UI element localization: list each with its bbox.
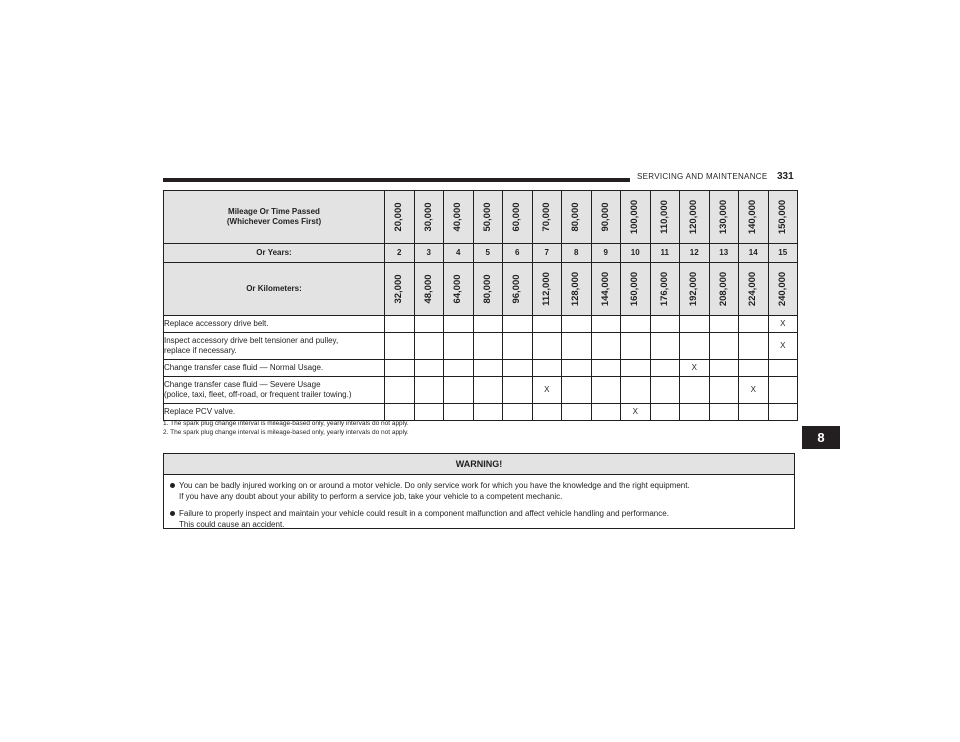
interval-mark [680,377,710,404]
km-value: 128,000 [570,271,582,307]
warning-box [163,453,795,529]
interval-mark [444,360,474,377]
warning-item [164,480,794,502]
interval-mark [473,377,503,404]
footnote: 1. The spark plug change interval is mileage-based only, yearly intervals do not apply. [163,420,409,427]
interval-mark [621,360,651,377]
interval-mark [532,333,562,360]
task-line: Replace PCV valve. [164,407,236,416]
mileage-value: 50,000 [481,202,493,232]
interval-mark [444,377,474,404]
km-cell [650,263,680,316]
interval-mark [562,377,592,404]
mileage-cell [385,191,415,244]
page-number: 331 [777,171,794,182]
mileage-value: 30,000 [422,202,434,232]
interval-mark [709,360,739,377]
bullet-icon [170,511,175,516]
interval-mark [473,404,503,421]
mileage-cell [680,191,710,244]
interval-mark [414,316,444,333]
interval-mark [709,316,739,333]
table-row [164,404,798,421]
table-row [164,333,798,360]
year-value: 12 [680,244,710,263]
km-value: 96,000 [511,274,523,304]
task-line: (police, taxi, fleet, off-road, or frequent trailer towing.) [164,390,352,399]
interval-mark [591,333,621,360]
section-title: SERVICING AND MAINTENANCE [637,172,768,181]
mileage-value: 110,000 [658,200,670,234]
mileage-cell [768,191,798,244]
interval-mark [650,377,680,404]
interval-mark [473,360,503,377]
interval-mark [385,404,415,421]
interval-mark [503,316,533,333]
mileage-cell [621,191,651,244]
bullet-icon [170,483,175,488]
chapter-tab: 8 [802,426,840,449]
year-value: 7 [532,244,562,263]
mileage-row [164,191,798,244]
table-row [164,316,798,333]
interval-mark [414,404,444,421]
warning-line: Failure to properly inspect and maintain your vehicle could result in a component malfunction and affect vehicle handling and performance. [179,509,669,518]
km-cell [414,263,444,316]
years-label: Or Years: [164,244,385,263]
interval-mark [532,316,562,333]
year-value: 8 [562,244,592,263]
year-value: 15 [768,244,798,263]
year-value: 3 [414,244,444,263]
mileage-label [164,191,385,244]
table-row [164,377,798,404]
mileage-value: 130,000 [717,199,729,235]
interval-mark [503,377,533,404]
warning-item [164,508,794,530]
interval-mark [680,316,710,333]
km-value: 176,000 [658,271,670,307]
interval-mark [768,377,798,404]
interval-mark [385,316,415,333]
year-value: 14 [739,244,769,263]
interval-mark [414,333,444,360]
interval-mark [532,360,562,377]
task-label [164,360,385,377]
km-cell [444,263,474,316]
interval-mark [621,333,651,360]
interval-mark [591,360,621,377]
mileage-cell [414,191,444,244]
interval-mark [414,360,444,377]
task-line: Inspect accessory drive belt tensioner and pulley, [164,336,339,345]
mileage-cell [650,191,680,244]
km-value: 112,000 [540,272,552,306]
mileage-value: 100,000 [629,199,641,235]
task-label [164,377,385,404]
km-cell [680,263,710,316]
year-value: 4 [444,244,474,263]
km-value: 80,000 [481,274,493,304]
year-value: 10 [621,244,651,263]
mileage-label-line1: Mileage Or Time Passed [228,207,320,216]
mileage-value: 70,000 [540,202,552,232]
interval-mark [709,404,739,421]
interval-mark [444,404,474,421]
mileage-value: 90,000 [599,202,611,232]
km-cell [739,263,769,316]
footnote: 2. The spark plug change interval is mileage-based only, yearly intervals do not apply. [163,429,409,436]
km-value: 32,000 [393,274,405,304]
km-cell [562,263,592,316]
interval-mark [473,316,503,333]
task-label [164,333,385,360]
task-line: Change transfer case fluid — Normal Usage. [164,363,324,372]
warning-line: This could cause an accident. [179,520,285,529]
maintenance-schedule-table [163,190,798,421]
task-line: Change transfer case fluid — Severe Usage [164,380,321,389]
interval-mark [621,316,651,333]
km-cell [768,263,798,316]
km-cell [473,263,503,316]
interval-mark: X [768,316,798,333]
warning-line: If you have any doubt about your ability to perform a service job, take your vehicle to a competent mechanic. [179,492,563,501]
interval-mark [650,316,680,333]
kilometers-label: Or Kilometers: [164,263,385,316]
kilometers-row [164,263,798,316]
mileage-label-line2: (Whichever Comes First) [226,217,322,226]
task-line: Replace accessory drive belt. [164,319,269,328]
km-cell [591,263,621,316]
interval-mark: X [532,377,562,404]
mileage-value: 80,000 [570,202,582,232]
mileage-value: 140,000 [747,199,759,235]
km-value: 64,000 [452,274,464,304]
interval-mark [621,377,651,404]
interval-mark [709,377,739,404]
interval-mark [739,333,769,360]
interval-mark [650,360,680,377]
interval-mark [591,377,621,404]
task-label [164,316,385,333]
mileage-cell [503,191,533,244]
interval-mark: X [768,333,798,360]
warning-title: WARNING! [164,454,794,475]
mileage-cell [473,191,503,244]
interval-mark [385,377,415,404]
km-value: 160,000 [629,271,641,307]
interval-mark: X [680,360,710,377]
km-value: 240,000 [776,271,788,307]
warning-line: You can be badly injured working on or around a motor vehicle. Do only service work for which you have the knowledge and the right equipment. [179,481,690,490]
km-value: 144,000 [599,271,611,307]
km-cell [503,263,533,316]
interval-mark [680,333,710,360]
km-value: 192,000 [688,271,700,307]
mileage-value: 60,000 [511,202,523,232]
year-value: 2 [385,244,415,263]
mileage-value: 150,000 [776,199,788,235]
mileage-cell [532,191,562,244]
interval-mark [650,404,680,421]
interval-mark [591,316,621,333]
interval-mark [650,333,680,360]
task-label [164,404,385,421]
km-value: 208,000 [717,271,729,307]
interval-mark [768,360,798,377]
interval-mark [444,333,474,360]
mileage-cell [444,191,474,244]
interval-mark [503,404,533,421]
mileage-cell [591,191,621,244]
interval-mark [562,333,592,360]
km-cell [621,263,651,316]
mileage-cell [709,191,739,244]
interval-mark [503,360,533,377]
interval-mark [680,404,710,421]
footnotes [163,419,783,437]
interval-mark [591,404,621,421]
interval-mark [562,316,592,333]
interval-mark [562,360,592,377]
mileage-value: 40,000 [452,202,464,232]
task-line: replace if necessary. [164,346,237,355]
interval-mark [414,377,444,404]
interval-mark [739,316,769,333]
km-value: 48,000 [422,274,434,304]
mileage-value: 20,000 [393,202,405,232]
km-value: 224,000 [747,271,759,307]
km-cell [385,263,415,316]
km-cell [709,263,739,316]
mileage-value: 120,000 [688,199,700,235]
interval-mark [562,404,592,421]
interval-mark [503,333,533,360]
interval-mark [709,333,739,360]
years-row [164,244,798,263]
interval-mark [739,404,769,421]
interval-mark [739,360,769,377]
year-value: 13 [709,244,739,263]
km-cell [532,263,562,316]
mileage-cell [739,191,769,244]
mileage-cell [562,191,592,244]
year-value: 5 [473,244,503,263]
interval-mark: X [621,404,651,421]
interval-mark [532,404,562,421]
year-value: 9 [591,244,621,263]
table-row [164,360,798,377]
interval-mark [444,316,474,333]
year-value: 6 [503,244,533,263]
interval-mark: X [739,377,769,404]
interval-mark [385,333,415,360]
interval-mark [768,404,798,421]
interval-mark [473,333,503,360]
year-value: 11 [650,244,680,263]
interval-mark [385,360,415,377]
header-rule [163,178,630,182]
